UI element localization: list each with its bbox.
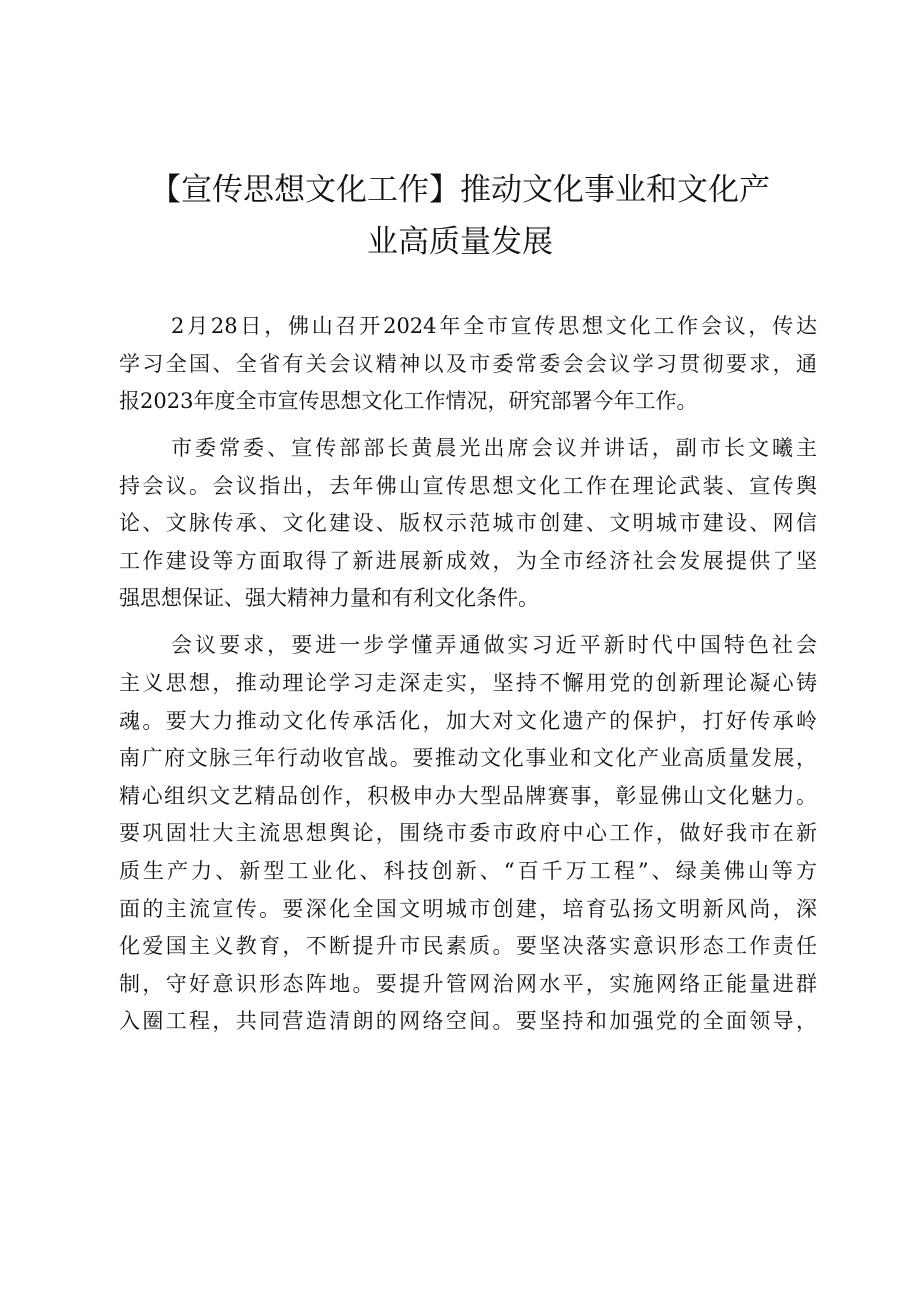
paragraph-line: 要巩固壮大主流思想舆论，围绕市委市政府中心工作，做好我市在新 xyxy=(119,821,817,846)
paragraph-line: 主义思想，推动理论学习走深走实，坚持不懈用党的创新理论凝心铸 xyxy=(119,670,817,695)
paragraph-1 xyxy=(119,308,817,421)
paragraph-line: 南广府文脉三年行动收官战。要推动文化事业和文化产业高质量发展， xyxy=(119,746,817,771)
paragraph-line: 化爱国主义教育，不断提升市民素质。要坚决落实意识形态工作责任 xyxy=(119,934,817,959)
document-body xyxy=(119,308,817,1050)
paragraph-line: 2月28日，佛山召开2024年全市宣传思想文化工作会议，传达 xyxy=(171,314,817,338)
paragraph-line: 市委常委、宣传部部长黄晨光出席会议并讲话，副市长文曦主 xyxy=(171,436,817,461)
paragraph-line: 工作建设等方面取得了新进展新成效，为全市经济社会发展提供了坚 xyxy=(119,548,817,573)
paragraph-line: 面的主流宣传。要深化全国文明城市创建，培育弘扬文明新风尚，深 xyxy=(119,896,817,921)
paragraph-3 xyxy=(119,627,817,1041)
paragraph-line: 学习全国、全省有关会议精神以及市委常委会会议学习贯彻要求，通 xyxy=(119,351,817,376)
paragraph-line: 持会议。会议指出，去年佛山宣传思想文化工作在理论武装、宣传舆 xyxy=(119,473,817,498)
paragraph-line: 魂。要大力推动文化传承活化，加大对文化遗产的保护，打好传承岭 xyxy=(119,708,817,733)
paragraph-line: 强思想保证、强大精神力量和有利文化条件。 xyxy=(119,586,539,611)
title-line-2: 业高质量发展 xyxy=(367,224,553,260)
paragraph-line: 会议要求，要进一步学懂弄通做实习近平新时代中国特色社会 xyxy=(171,633,817,658)
title-line-1: 【宣传思想文化工作】推动文化事业和文化产 xyxy=(150,172,770,208)
paragraph-line: 报2023年度全市宣传思想文化工作情况，研究部署今年工作。 xyxy=(119,389,698,414)
paragraph-2 xyxy=(119,430,817,618)
paragraph-line: 论、文脉传承、文化建设、版权示范城市创建、文明城市建设、网信 xyxy=(119,511,817,536)
document-title xyxy=(120,164,800,268)
paragraph-line: 精心组织文艺精品创作，积极申办大型品牌赛事，彰显佛山文化魅力。 xyxy=(119,783,817,808)
paragraph-line: 入圈工程，共同营造清朗的网络空间。要坚持和加强党的全面领导， xyxy=(119,1009,817,1034)
paragraph-line: 制，守好意识形态阵地。要提升管网治网水平，实施网络正能量进群 xyxy=(119,971,817,996)
paragraph-line: 质生产力、新型工业化、科技创新、“百千万工程”、绿美佛山等方 xyxy=(119,858,817,883)
